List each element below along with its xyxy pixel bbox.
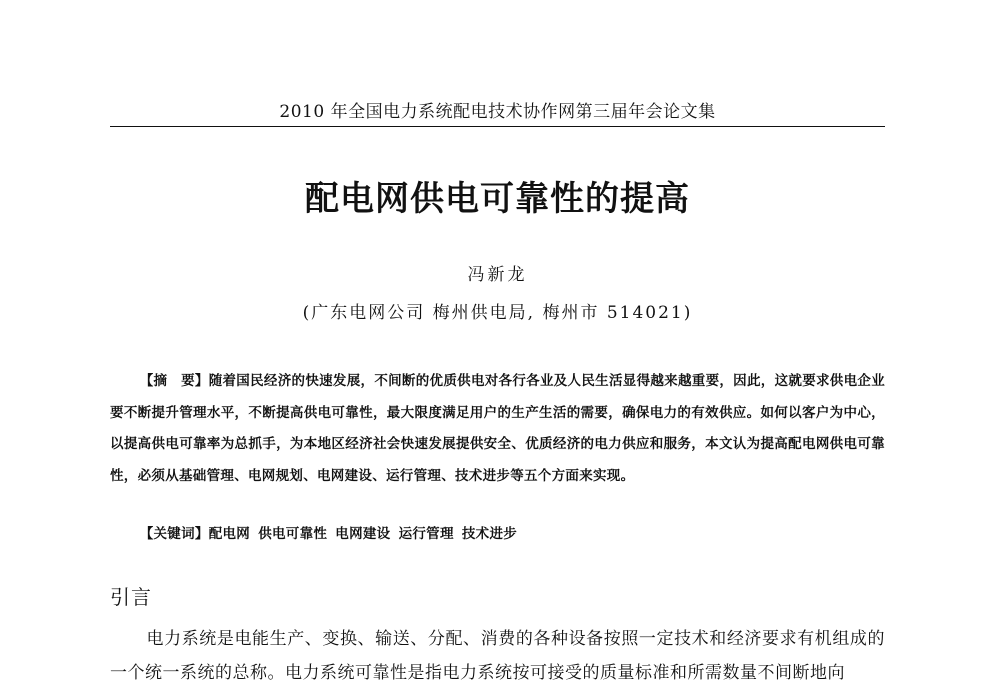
header-rule [110, 126, 885, 127]
abstract-label: 【摘 要】 [139, 373, 209, 389]
keyword: 配电网 [208, 526, 251, 542]
keyword: 运行管理 [398, 526, 454, 542]
keywords-line [110, 521, 885, 547]
keyword: 供电可靠性 [258, 526, 328, 542]
author-name: 冯新龙 [467, 265, 528, 285]
running-header: 2010 年全国电力系统配电技术协作网第三届年会论文集 [279, 102, 716, 122]
body-paragraph: 电力系统是电能生产、变换、输送、分配、消费的各种设备按照一定技术和经济要求有机组成的一个统一系统的总称。电力系统可靠性是指电力系统按可接受的质量标准和所需数量不间断地向 [110, 629, 885, 683]
author-affiliation: (广东电网公司 梅州供电局, 梅州市 514021) [302, 303, 693, 323]
abstract-text: 随着国民经济的快速发展，不间断的优质供电对各行各业及人民生活显得越来越重要，因此，这就要求供电企业要不断提升管理水平，不断提高供电可靠性，最大限度满足用户的生产生活的需要，确保电力的有效供应。如何以客户为中心，以提高供电可靠率为总抓手，为本地区经济社会快速发展提供安全、优质经济的电力供应和服务，本文认为提高配电网供电可靠性，必须从基础管理、电网规划、电网建设、运行管理、技术进步等五个方面来实现。 [110, 373, 886, 484]
keyword: 电网建设 [335, 526, 391, 542]
section-heading-introduction: 引言 [110, 585, 152, 609]
abstract-paragraph [110, 366, 885, 492]
paper-title: 配电网供电可靠性的提高 [305, 179, 690, 219]
keyword: 技术进步 [461, 526, 518, 542]
keywords-label: 【关键词】 [139, 526, 209, 542]
